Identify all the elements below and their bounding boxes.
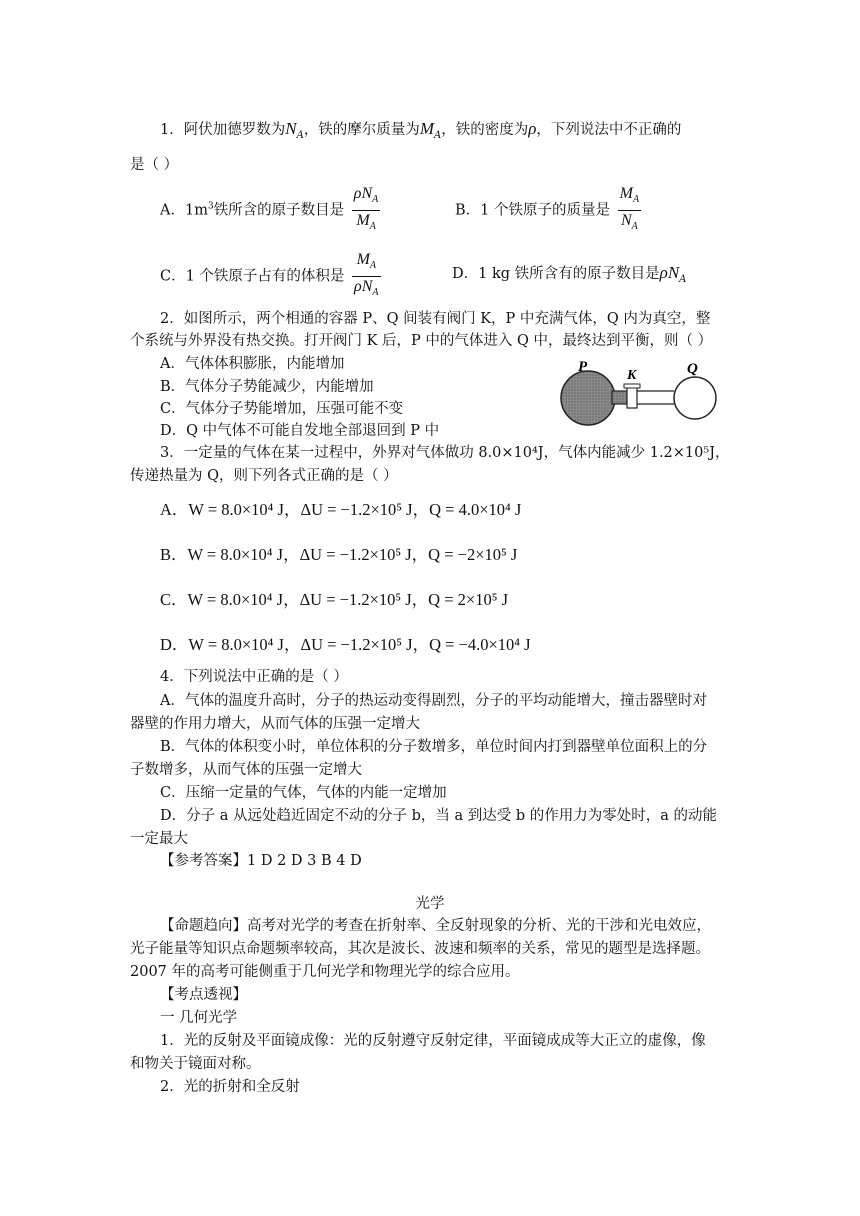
q3-option-c: C．W = 8.0×10⁴ J，ΔU = −1.2×10⁵ J，Q = 2×10⁵ J	[160, 590, 509, 609]
section-title: 光学	[415, 896, 445, 912]
q3-option-d: D．W = 8.0×10⁴ J，ΔU = −1.2×10⁵ J，Q = −4.0×10⁴ J	[160, 635, 531, 654]
label-K: K	[627, 368, 637, 383]
q1-option-b-text: B．1 个铁原子的质量是	[455, 202, 610, 219]
q4-option-b-line1: B．气体的体积变小时，单位体积的分子数增多，单位时间内打到器壁单位面积上的分	[160, 739, 708, 755]
label-P: P	[578, 359, 588, 375]
q2-stem-line1: 2．如图所示，两个相通的容器 P、Q 间装有阀门 K，P 中充满气体，Q 内为真空，整	[160, 311, 711, 327]
item1-line2: 和物关于镜面对称。	[130, 1056, 261, 1072]
q4-option-a-line2: 器壁的作用力增大，从而气体的压强一定增大	[130, 716, 420, 732]
q4-option-d-line1: D．分子 a 从远处趋近固定不动的分子 b，当 a 到达受 b 的作用力为零处时，a 的动能	[160, 808, 717, 824]
subscript-A: A	[296, 130, 304, 141]
q1-option-a	[160, 184, 383, 237]
q3-option-b: B．W = 8.0×10⁴ J，ΔU = −1.2×10⁵ J，Q = −2×10⁵ J	[160, 545, 518, 564]
q1-stem-part-b: ，铁的摩尔质量为	[303, 122, 420, 138]
q4-option-a-line1: A．气体的温度升高时，分子的热运动变得剧烈，分子的平均动能增大，撞击器壁时对	[160, 693, 707, 709]
q1-option-a-text: 铁所含的原子数目是	[213, 202, 345, 219]
subsection-geometric-optics: 一 几何光学	[160, 1010, 238, 1026]
q1-option-a-label: A．1m	[160, 202, 208, 219]
q2-option-d: D．Q 中气体不可能自发地全部退回到 P 中	[160, 423, 440, 439]
item2: 2．光的折射和全反射	[160, 1079, 300, 1095]
fraction-MA-over-rhoNA: $\frac{M_A}{\rho N_A}$	[354, 251, 379, 298]
container-P	[561, 371, 615, 425]
answer-key: 【参考答案】1 D 2 D 3 B 4 D	[160, 853, 362, 869]
q1-stem-part-d: ，下列说法中不正确的	[536, 122, 682, 138]
q3-stem-line2: 传递热量为 Q，则下列各式正确的是（ ）	[130, 468, 398, 484]
subscript-A: A	[433, 130, 442, 141]
q1-stem-part-a: 1．阿伏加德罗数为	[160, 122, 286, 138]
points-heading: 【考点透视】	[160, 987, 247, 1003]
q3-stem-line1: 3．一定量的气体在某一过程中，外界对气体做功 8.0×10⁴J，气体内能减少 1.2×10⁵J，	[160, 445, 730, 461]
q4-option-b-line2: 子数增多，从而气体的压强一定增大	[130, 762, 362, 778]
q4-option-c: C．压缩一定量的气体，气体的内能一定增加	[160, 785, 447, 801]
q4-option-d-line2: 一定最大	[130, 831, 188, 847]
q2-stem-line2: 个系统与外界没有热交换。打开阀门 K 后，P 中的气体进入 Q 中，最终达到平衡，则（ ）	[130, 333, 713, 349]
container-diagram	[556, 356, 726, 430]
symbol-rho: ρ	[528, 119, 537, 138]
q1-option-c	[160, 250, 384, 303]
q1-option-d-text: D．1 kg 铁所含有的原子数目是	[452, 266, 660, 282]
q2-option-a: A．气体体积膨胀，内能增加	[160, 356, 345, 372]
container-Q	[674, 377, 716, 419]
q1-stem-line1	[160, 118, 681, 147]
q1-option-c-text: C．1 个铁原子占有的体积是	[160, 268, 345, 285]
q3-option-a: A．W = 8.0×10⁴ J，ΔU = −1.2×10⁵ J，Q = 4.0×10⁴ J	[160, 500, 522, 519]
trend-line3: 2007 年的高考可能侧重于几何光学和物理光学的综合应用。	[130, 964, 520, 980]
q1-option-d: D．1 kg 铁所含有的原子数目是$\rho N_A$	[452, 263, 687, 285]
trend-line2: 光子能量等知识点命题频率较高，其次是波长、波速和频率的关系，常见的题型是选择题。	[130, 941, 710, 957]
fraction-rhoNA-over-MA: $\frac{\rho N_A}{M_A}$	[353, 185, 379, 232]
q4-stem: 4．下列说法中正确的是（ ）	[160, 669, 348, 685]
q2-option-c: C．气体分子势能增加，压强可能不变	[160, 401, 404, 417]
symbol-M: M	[419, 119, 434, 138]
q1-stem-part-c: ，铁的密度为	[441, 122, 529, 138]
q1-option-b	[455, 184, 644, 237]
q2-option-b: B．气体分子势能减少，内能增加	[160, 379, 374, 395]
superscript-3: 3	[207, 201, 214, 212]
item1-line1: 1．光的反射及平面镜成像：光的反射遵守反射定律，平面镜成成等大正立的虚像，像	[160, 1033, 706, 1049]
fraction-MA-over-NA: $\frac{M_A}{N_A}$	[619, 185, 640, 232]
q1-stem-line2: 是（ ）	[130, 157, 179, 173]
symbol-N: N	[285, 119, 297, 138]
valve-K	[627, 387, 637, 408]
trend-line1: 【命题趋向】高考对光学的考查在折射率、全反射现象的分析、光的干涉和光电效应，	[160, 918, 711, 934]
label-Q: Q	[687, 361, 698, 377]
